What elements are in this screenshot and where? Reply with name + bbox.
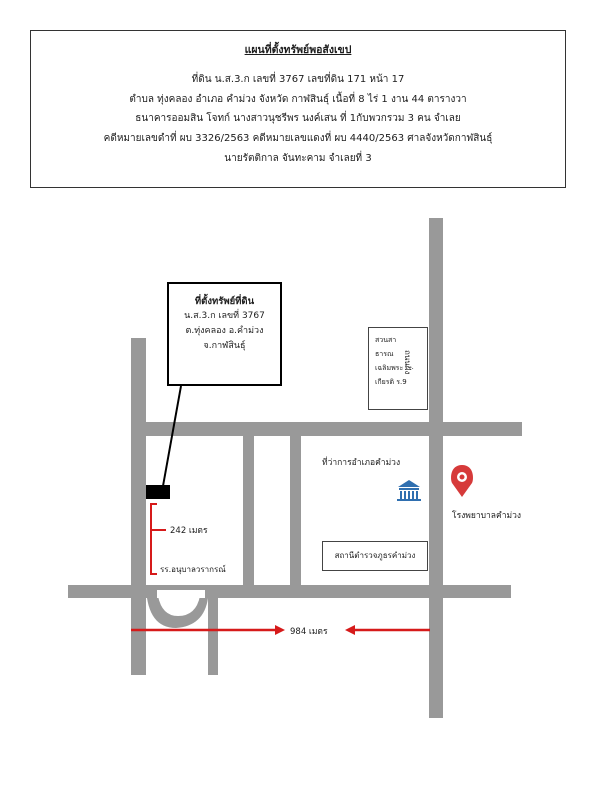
header-title: แผนที่ตั้งทรัพย์พอสังเขป [244,44,352,56]
park-line-4: เกียรติ ร.9 [375,378,407,386]
arrow-left-icon [345,625,355,635]
police-station-label: สถานีตำรวจภูธรคำม่วง [334,551,416,560]
header-line-3: ธนาคารออมสิน โจทก์ นางสาวนุชรีพร นงค์เสน ที่ 1กับพวกรวม 3 คน จำเลย [135,113,461,124]
road-upper-horizontal [131,422,522,436]
road-right-vertical [429,218,443,718]
location-pin-icon [451,465,473,497]
header-line-2: ตำบล ทุ่งคลอง อำเภอ คำม่วง จังหวัด กาฬสินธุ์ เนื้อที่ 8 ไร่ 1 งาน 44 ตารางวา [129,94,467,105]
park-line-3: เฉลิมพระ [375,364,404,372]
header-line-5: นายรัตติกาล จันทะคาม จำเลยที่ 3 [224,153,372,164]
road-lower-horizontal [68,585,511,598]
road-label: ถนนฝั่ง [403,350,412,375]
park-line-2: ธารณ [375,350,394,358]
arrow-right-icon [275,625,285,635]
property-callout [167,282,282,386]
school-label: รร.อนุบาลวรากรณ์ [160,565,226,574]
header-line-1: ที่ดิน น.ส.3.ก เลขที่ 3767 เลขที่ดิน 171 หน้า 17 [191,74,405,85]
road-mid-vertical-1 [243,436,254,586]
callout-title: ที่ตั้งทรัพย์ที่ดิน [194,296,255,307]
police-station-box [322,541,428,571]
park-line-1: สวนสา [375,336,397,344]
road-left-vertical [131,338,146,675]
road-mid-vertical-2 [290,436,301,586]
distance-horizontal-label: 984 เมตร [290,627,328,637]
roads [68,218,522,718]
district-office-label: ที่ว่าการอำเภอคำม่วง [322,458,401,468]
park-box [368,327,428,410]
callout-line-1: น.ส.3.ก เลขที่ 3767 [184,311,265,321]
property-marker [146,485,170,499]
header-line-4: คดีหมายเลขดำที่ ผบ 3326/2563 คดีหมายเลขแดงที่ ผบ 4440/2563 ศาลจังหวัดกาฬสินธุ์ [103,133,493,144]
distance-vertical-label: 242 เมตร [170,526,208,536]
road-lower-short-vertical [208,598,218,675]
callout-line-3: จ.กาฬสินธุ์ [203,341,246,351]
distance-bracket [151,504,157,574]
hospital-label: โรงพยาบาลคำม่วง [452,511,522,521]
government-building-icon [397,480,421,501]
callout-line-2: ต.ทุ่งคลอง อ.คำม่วง [185,326,264,336]
